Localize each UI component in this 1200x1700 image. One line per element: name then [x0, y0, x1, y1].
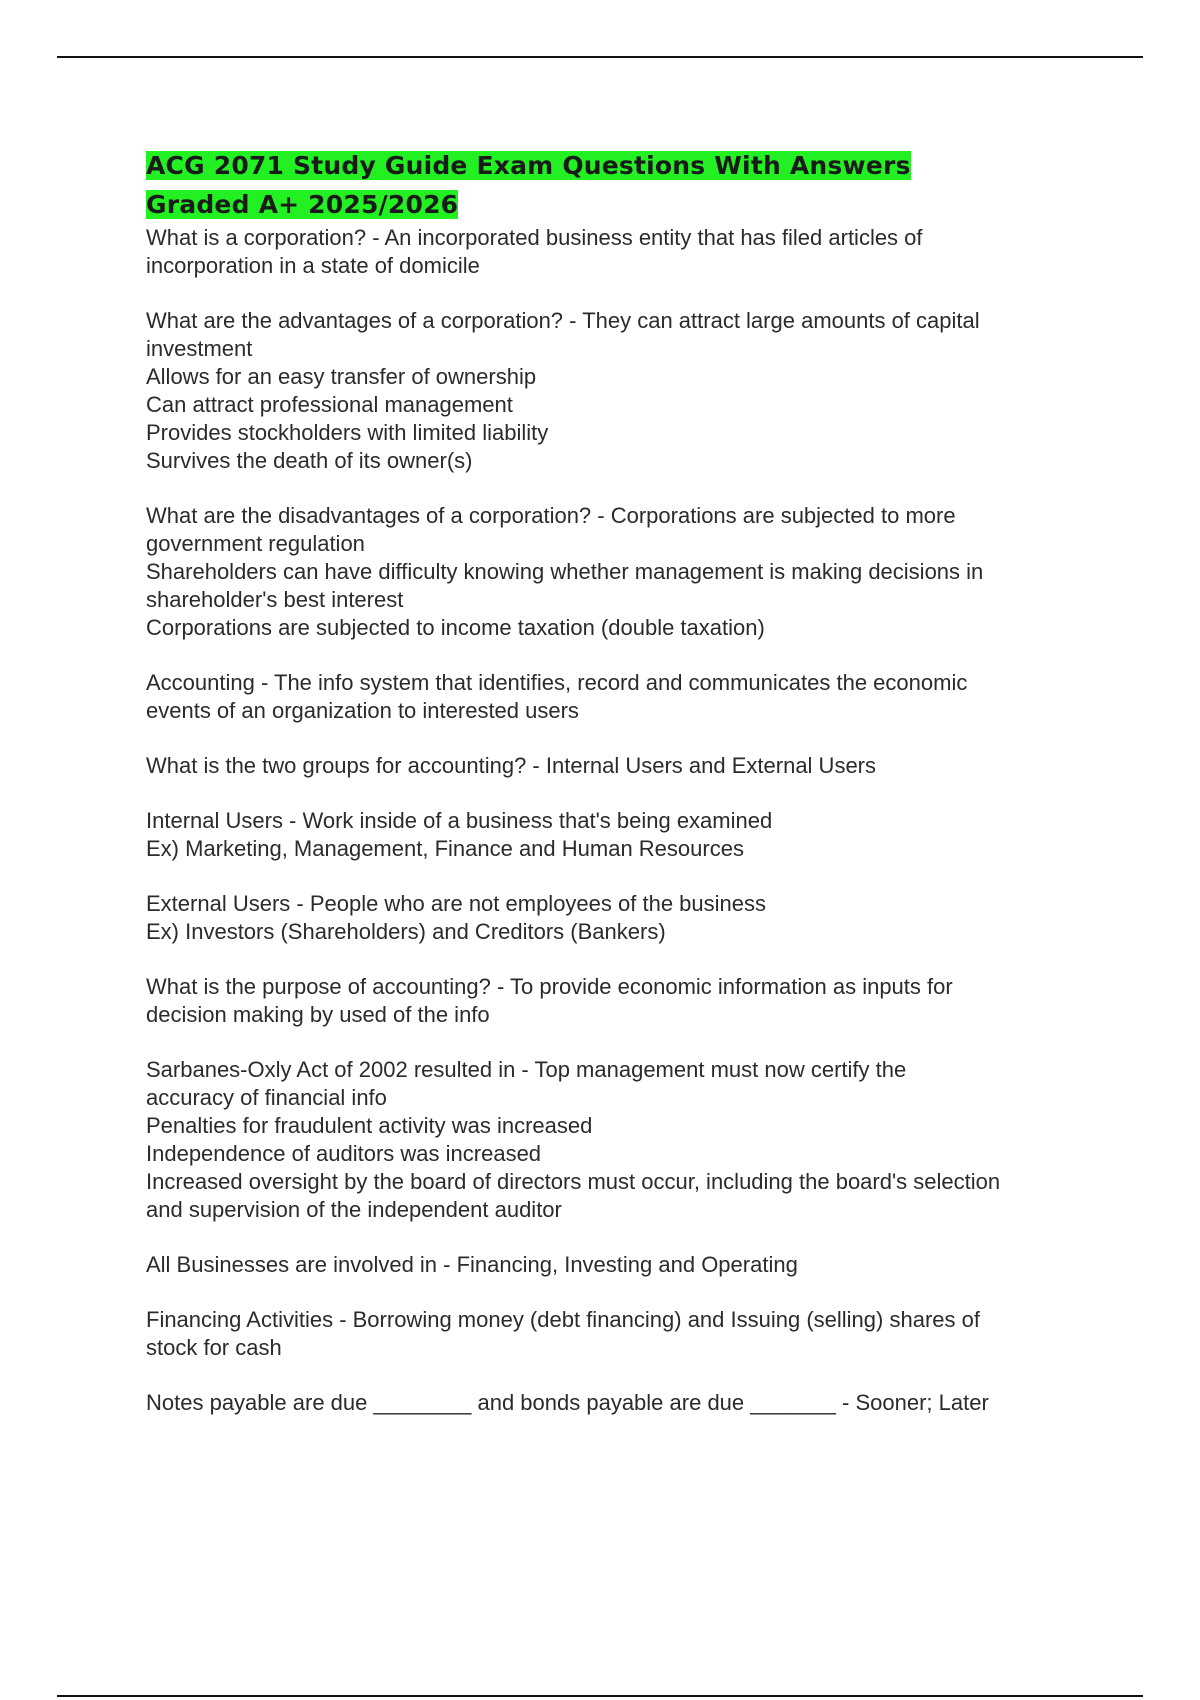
document-body [146, 146, 1086, 1444]
qa-line: Survives the death of its owner(s) [146, 448, 473, 473]
qa-line: Shareholders can have difficulty knowing whether management is making decisions in [146, 559, 984, 584]
qa-entry [146, 1056, 1086, 1224]
qa-line: accuracy of financial info [146, 1085, 387, 1110]
qa-line: Corporations are subjected to income taxation (double taxation) [146, 615, 765, 640]
qa-line: investment [146, 336, 253, 361]
qa-line: Ex) Investors (Shareholders) and Creditors (Bankers) [146, 919, 666, 944]
document-title [146, 146, 1086, 224]
qa-line: Financing Activities - Borrowing money (debt financing) and Issuing (selling) shares of [146, 1307, 980, 1332]
qa-line: What are the disadvantages of a corporation? - Corporations are subjected to more [146, 503, 956, 528]
qa-line: government regulation [146, 531, 365, 556]
qa-entry [146, 307, 1086, 475]
qa-entry [146, 1306, 1086, 1362]
qa-line: decision making by used of the info [146, 1002, 490, 1027]
qa-line: Increased oversight by the board of directors must occur, including the board's selection [146, 1169, 1001, 1194]
qa-line: What are the advantages of a corporation? - They can attract large amounts of capital [146, 308, 980, 333]
title-line-1: ACG 2071 Study Guide Exam Questions With Answers [146, 151, 911, 180]
qa-line: External Users - People who are not employees of the business [146, 891, 766, 916]
qa-entry [146, 973, 1086, 1029]
qa-line: Allows for an easy transfer of ownership [146, 364, 537, 389]
qa-line: and supervision of the independent auditor [146, 1197, 562, 1222]
qa-line: Sarbanes-Oxly Act of 2002 resulted in - Top management must now certify the [146, 1057, 907, 1082]
qa-entry [146, 752, 1086, 780]
qa-line: All Businesses are involved in - Financing, Investing and Operating [146, 1252, 798, 1277]
qa-line: Ex) Marketing, Management, Finance and Human Resources [146, 836, 744, 861]
qa-line: Can attract professional management [146, 392, 513, 417]
qa-entry [146, 1251, 1086, 1279]
qa-entry [146, 890, 1086, 946]
qa-line: incorporation in a state of domicile [146, 253, 480, 278]
qa-line: Penalties for fraudulent activity was increased [146, 1113, 593, 1138]
title-line-2: Graded A+ 2025/2026 [146, 190, 459, 219]
top-divider [57, 56, 1143, 58]
qa-line: What is the two groups for accounting? - Internal Users and External Users [146, 753, 877, 778]
qa-line: What is a corporation? - An incorporated business entity that has filed articles of [146, 225, 923, 250]
qa-entry [146, 669, 1086, 725]
qa-line: stock for cash [146, 1335, 282, 1360]
qa-entry [146, 1389, 1086, 1417]
qa-line: What is the purpose of accounting? - To provide economic information as inputs for [146, 974, 953, 999]
qa-line: Notes payable are due ________ and bonds payable are due _______ - Sooner; Later [146, 1390, 989, 1415]
qa-line: Internal Users - Work inside of a business that's being examined [146, 808, 773, 833]
qa-line: Provides stockholders with limited liability [146, 420, 549, 445]
qa-line: shareholder's best interest [146, 587, 404, 612]
qa-entry [146, 807, 1086, 863]
qa-entry [146, 502, 1086, 642]
qa-line: Accounting - The info system that identifies, record and communicates the economic [146, 670, 968, 695]
qa-line: Independence of auditors was increased [146, 1141, 542, 1166]
qa-line: events of an organization to interested users [146, 698, 579, 723]
bottom-divider [57, 1695, 1143, 1697]
qa-entry [146, 224, 1086, 280]
qa-list [146, 224, 1086, 1417]
